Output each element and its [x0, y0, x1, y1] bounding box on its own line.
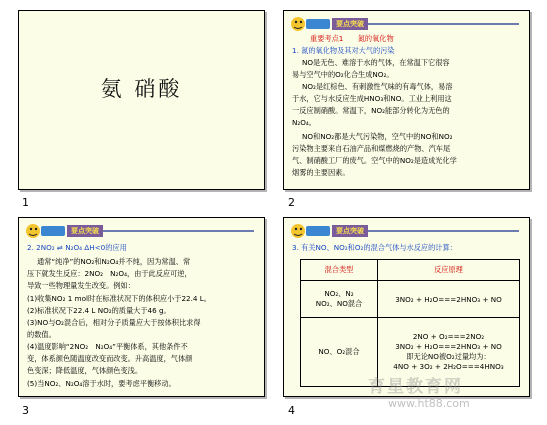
table-header-row	[301, 260, 520, 281]
mascot-logo-icon	[288, 221, 334, 241]
slide-3-line-11: (5)当NO₂、N₂O₄溶于水时，要考虑平衡移动。	[27, 379, 176, 388]
table-cell-principle: 2NO + O₂===2NO₂ 3NO₂ + H₂O===2HNO₃ + NO 即无论NO被O₂过量均为： 4NO + 3O₂ + 2H₂O===4HNO₃	[378, 318, 520, 387]
header-rule	[368, 23, 519, 25]
table-header-cell: 反应原理	[378, 260, 520, 281]
slide-3-line-3: 导致一些物理量发生改变。例如：	[27, 281, 135, 290]
slide-2-line-1: NO是无色、难溶于水的气体，在常温下它很容	[302, 58, 450, 67]
slide-4-heading: 3. 有关NO、NO₂和O₂的混合气体与水反应的计算：	[292, 243, 457, 252]
table-row	[301, 281, 520, 318]
slide-2-line-6: N₂O₄。	[292, 118, 316, 127]
slide-3-line-9: 变，体系颜色随温度改变而改变。升高温度，气体颜	[27, 354, 193, 363]
slide-2-line-4: 于水，它与水反应生成HNO₃和NO。工业上利用这	[292, 94, 452, 103]
slide-3-line-1: 通常“纯净”的NO₂和N₂O₄并不纯，因为常温、常	[37, 257, 191, 266]
slide-1-title: 氨 硝酸	[100, 77, 183, 101]
section-band-label: 要点突破	[332, 18, 368, 30]
slide-2-line-10: 烟雾的主要因素。	[292, 168, 350, 177]
slide-number-3: 3	[22, 404, 29, 417]
slide-2-line-8: 污染物主要来自石油产品和煤燃烧的产物、汽车尾	[292, 144, 451, 153]
slide-number-1: 1	[22, 196, 29, 209]
table-cell-type: NO、O₂混合	[301, 318, 378, 387]
slide-2-line-3: NO₂是红棕色、有刺激性气味的有毒气体，易溶	[302, 82, 453, 91]
watermark-url: www.ht88.com	[388, 397, 470, 410]
slide-2-heading: 重要考点1 氮的氧化物	[310, 34, 394, 43]
slide-2-thumbnail[interactable]	[283, 10, 530, 190]
table-cell-type: NO₂、N₂ NO₂、NO混合	[301, 281, 378, 318]
slide-3-line-10: 色变深；降低温度，气体颜色变浅。	[27, 366, 143, 375]
reaction-table	[300, 259, 520, 387]
slide-number-2: 2	[288, 196, 295, 209]
section-band-label: 要点突破	[67, 225, 103, 237]
slide-3-thumbnail[interactable]	[18, 217, 265, 397]
slide-2-line-9: 气、制硝酸工厂的废气。空气中的NO₂是造成光化学	[292, 156, 457, 165]
header-rule	[103, 230, 254, 232]
watermark-text: 育星教育网	[368, 377, 463, 397]
slide-3-heading: 2. 2NO₂ ⇌ N₂O₄ ΔH<0的应用	[27, 243, 127, 252]
slide-2-subheading: 1. 氮的氧化物及其对大气的污染	[292, 46, 395, 55]
slide-4-thumbnail[interactable]	[283, 217, 530, 397]
header-rule	[368, 230, 519, 232]
mascot-logo-icon	[288, 14, 334, 34]
slide-1-thumbnail[interactable]	[18, 10, 265, 190]
table-header-cell: 混合类型	[301, 260, 378, 281]
table-cell-principle: 3NO₂ + H₂O===2HNO₃ + NO	[378, 281, 520, 318]
slide-3-line-7: 的数值。	[27, 330, 56, 339]
slide-2-line-5: 一反应制硝酸。常温下，NO₂能部分转化为无色的	[292, 106, 450, 115]
slide-3-line-8: (4)温度影响“2NO₂ N₂O₄”平衡体系，其他条件不	[27, 342, 188, 351]
slide-3-line-4: (1)收集NO₂ 1 mol时在标准状况下的体积应小于22.4 L。	[27, 294, 211, 303]
slide-number-4: 4	[288, 404, 295, 417]
slide-2-line-7: NO和NO₂都是大气污染物，空气中的NO和NO₂	[302, 132, 453, 141]
section-band-label: 要点突破	[332, 225, 368, 237]
mascot-logo-icon	[23, 221, 69, 241]
slide-2-line-2: 易与空气中的O₂化合生成NO₂。	[292, 70, 394, 79]
slide-3-line-6: (3)NO与O₂混合后，相对分子质量应大于按体积比求得	[27, 318, 201, 327]
slide-3-line-5: (2)标准状况下22.4 L NO₂的质量大于46 g。	[27, 306, 171, 315]
slide-3-line-2: 压下就发生反应：2NO₂ N₂O₄，由于此反应可逆，	[27, 269, 192, 278]
